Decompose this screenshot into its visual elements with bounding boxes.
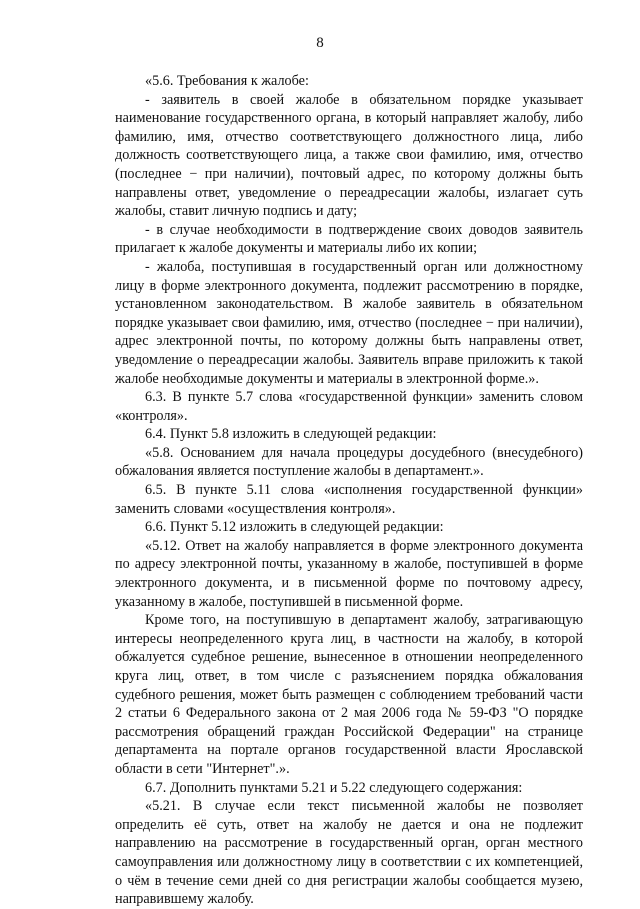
- document-body: [115, 72, 583, 909]
- paragraph-6-4: 6.4. Пункт 5.8 изложить в следующей редакции:: [145, 426, 437, 443]
- paragraph-public-interest: Кроме того, на поступившую в департамент жалобу, затрагивающую интересы неопределенного круга лиц, в частности на жалобу, в которой обжалуется судебное решение, вынесенное в отношении неопределенного круга лиц, ответ, в том числе с разъяснением порядка обжалования судебного решения, может быть размещен с соблюдением требований части 2 статьи 6 Федерального закона от 2 мая 2006 года № 59-ФЗ "О порядке рассмотрения обращений граждан Российской Федерации" на странице департамента на портале органов государственной власти Ярославской области в сети "Интернет".».: [115, 612, 583, 777]
- paragraph-6-3: 6.3. В пункте 5.7 слова «государственной функции» заменить словом «контроля».: [115, 389, 583, 424]
- paragraph-6-6: 6.6. Пункт 5.12 изложить в следующей редакции:: [145, 519, 444, 536]
- paragraph-complaint-contents: - заявитель в своей жалобе в обязательном порядке указывает наименование государственного органа, в который направляет жалобу, либо фамилию, имя, отчество соответствующего должностного лица, либо должность соответствующего лица, а также свои фамилию, имя, отчество (последнее − при наличии), почтовый адрес, по которому должны быть направлены ответ, уведомление о переадресации жалобы, излагает суть жалобы, ставит личную подпись и дату;: [115, 91, 583, 220]
- paragraph-5-6-heading: «5.6. Требования к жалобе:: [145, 73, 309, 89]
- paragraph-5-12: «5.12. Ответ на жалобу направляется в форме электронного документа по адресу электронной почты, указанному в жалобе, поступившей в форме электронного документа, и в письменной форме по почтовому адресу, указанному в жалобе, поступившей в письменной форме.: [115, 537, 583, 610]
- paragraph-6-5: 6.5. В пункте 5.11 слова «исполнения государственной функции» заменить словами «осуществления контроля».: [115, 482, 583, 517]
- paragraph-5-8: «5.8. Основанием для начала процедуры досудебного (внесудебного) обжалования является поступление жалобы в департамент.».: [115, 444, 583, 480]
- paragraph-electronic-complaint: - жалоба, поступившая в государственный орган или должностному лицу в форме электронного документа, подлежит рассмотрению в порядке, установленном законодательством. В жалобе заявитель в обязательном порядке указывает свои фамилию, имя, отчество (последнее − при наличии), адрес электронной почты, по которому должны быть направлены ответ, уведомление о переадресации жалобы. Заявитель вправе приложить к такой жалобе необходимые документы и материалы в электронной форме.».: [115, 258, 583, 387]
- paragraph-attachments: - в случае необходимости в подтверждение своих доводов заявитель прилагает к жалобе документы и материалы либо их копии;: [115, 221, 583, 257]
- paragraph-5-21: «5.21. В случае если текст письменной жалобы не позволяет определить её суть, ответ на жалобу не дается и она не подлежит направлению на рассмотрение в государственный орган, орган местного самоуправления или должностному лицу в соответствии с их компетенцией, о чём в течение семи дней со дня регистрации жалобы сообщается музею, направившему жалобу.: [115, 798, 583, 908]
- page-number: 8: [316, 35, 324, 51]
- paragraph-6-7: 6.7. Дополнить пунктами 5.21 и 5.22 следующего содержания:: [145, 779, 523, 796]
